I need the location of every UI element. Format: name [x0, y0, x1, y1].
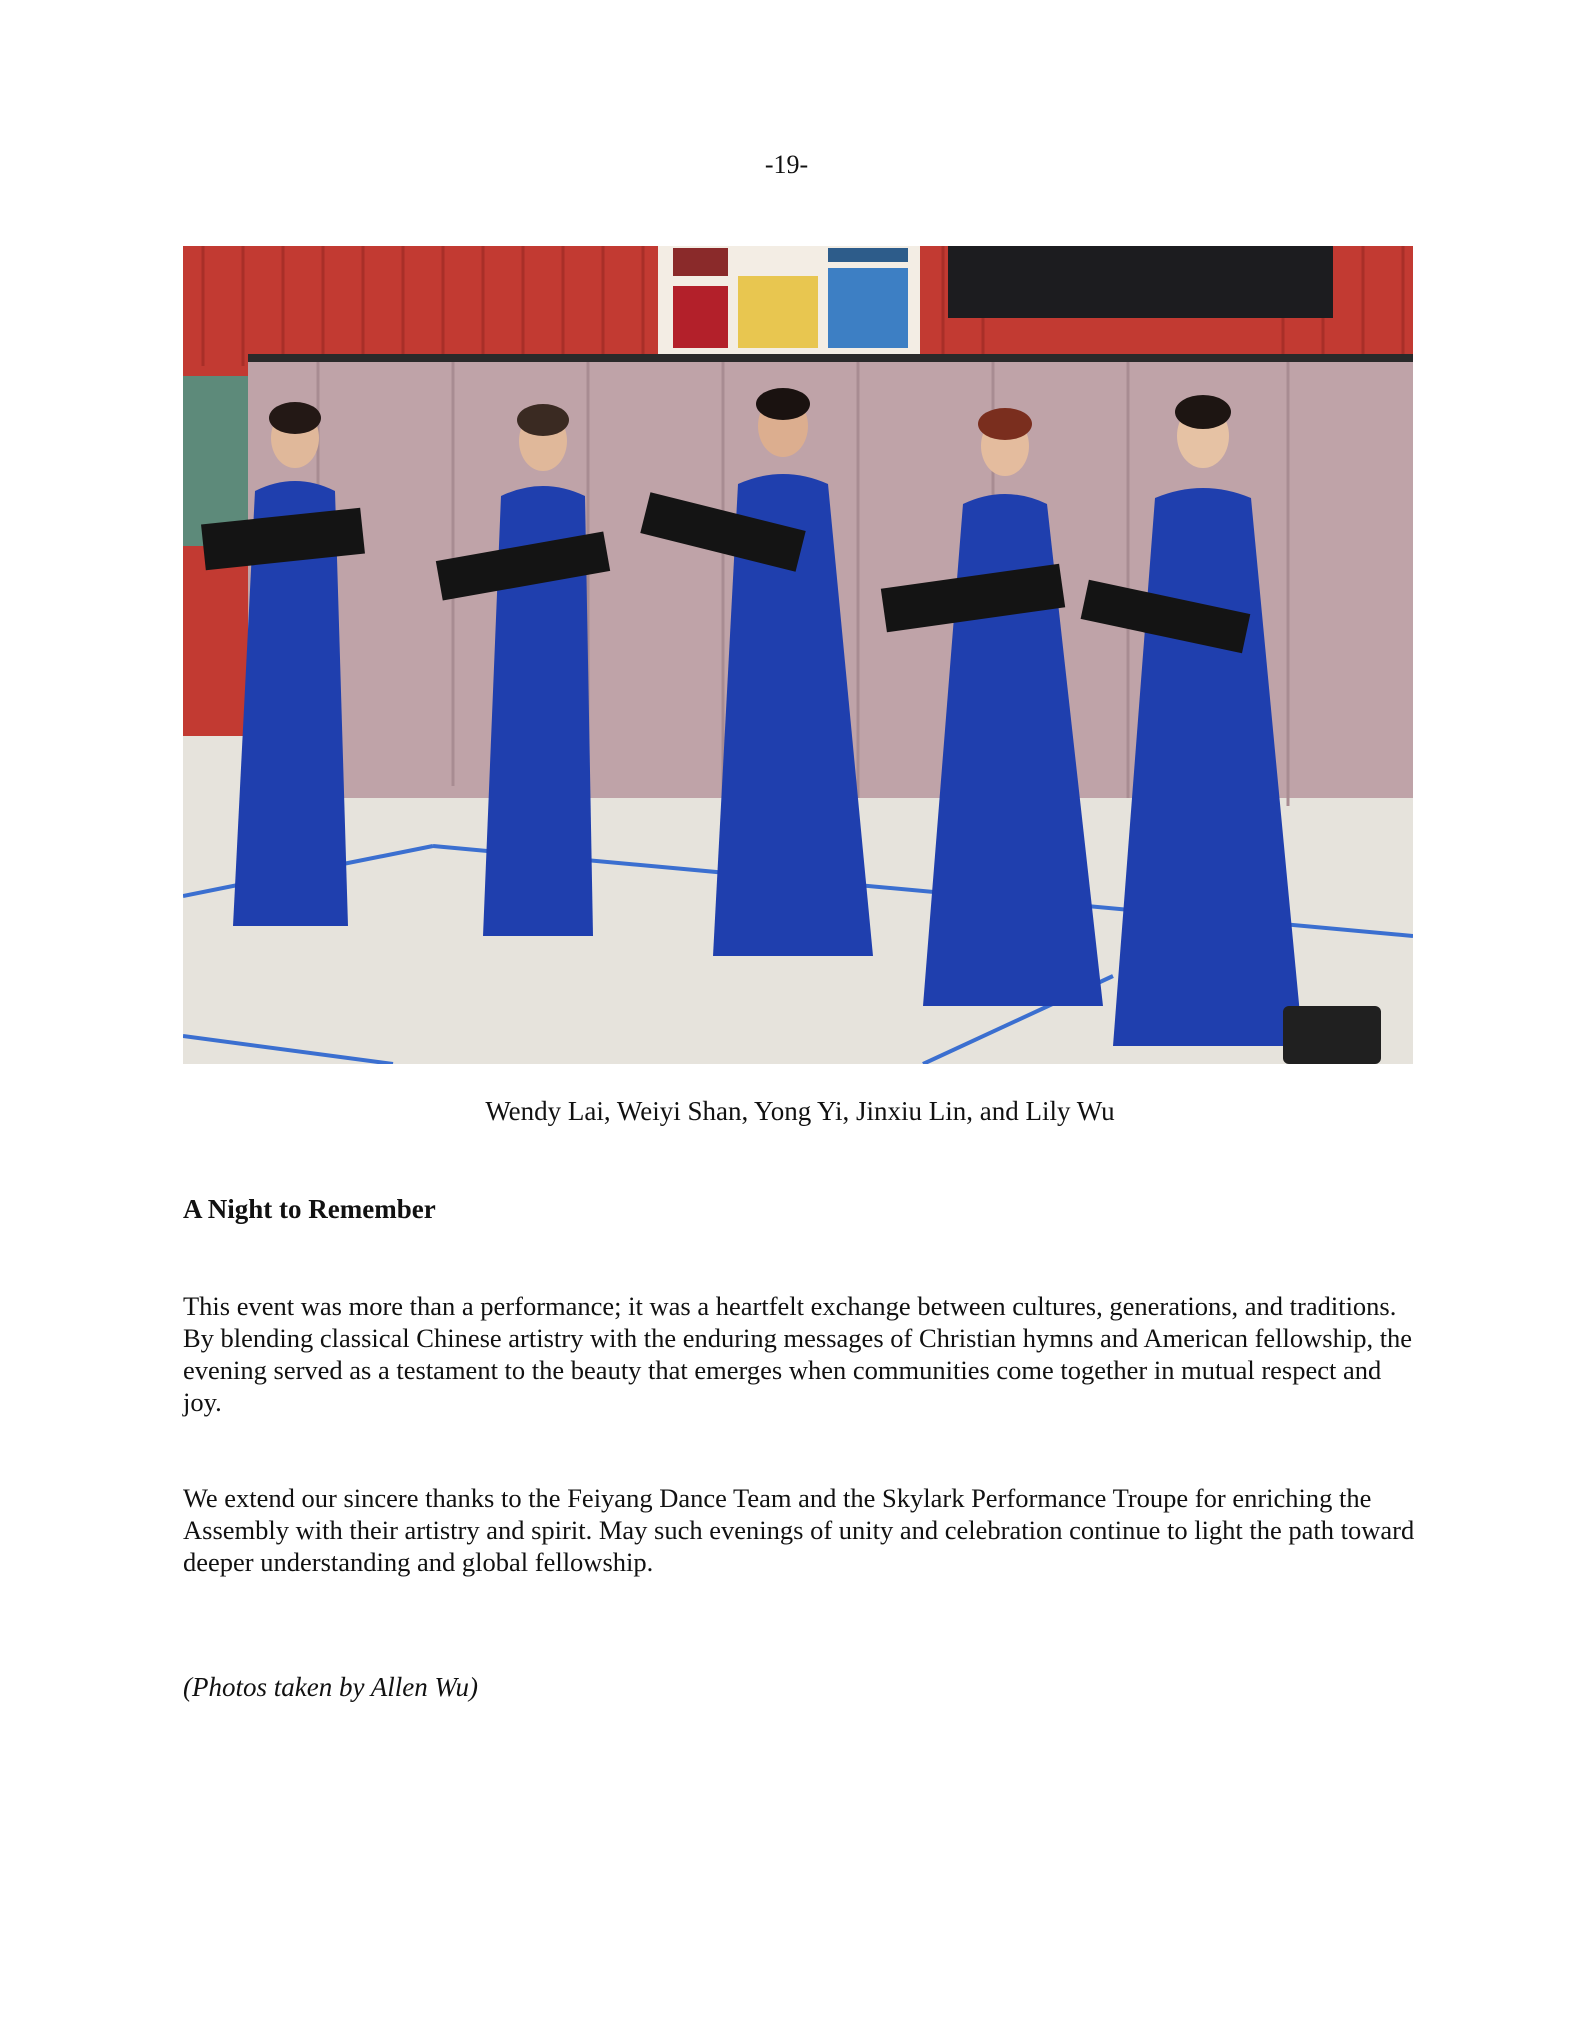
photo-credit: (Photos taken by Allen Wu) — [183, 1672, 478, 1702]
paragraph-2: We extend our sincere thanks to the Feiyang Dance Team and the Skylark Performance Troupe for enriching the Assembly with their artistry and spirit. May such evenings of unity and celebration continue to light the path toward deeper understanding and global fellowship. — [183, 1483, 1415, 1577]
page-number: -19- — [764, 150, 809, 179]
paragraph-1: This event was more than a performance; it was a heartfelt exchange between cultures, generations, and traditions. By blending classical Chinese artistry with the enduring messages of Christian hymns and American fellowship, the evening served as a testament to the beauty that emerges when communities come together in mutual respect and joy. — [183, 1291, 1413, 1417]
performance-photo — [183, 246, 1413, 1064]
partition-top-rail — [248, 354, 1413, 362]
performance-photo-illustration — [183, 246, 1413, 1064]
section-heading: A Night to Remember — [183, 1194, 436, 1224]
quilt-banner — [658, 246, 920, 354]
tv-screen — [948, 246, 1333, 318]
photo-caption: Wendy Lai, Weiyi Shan, Yong Yi, Jinxiu Lin, and Lily Wu — [485, 1096, 1115, 1126]
phone-in-corner — [1283, 1006, 1381, 1064]
